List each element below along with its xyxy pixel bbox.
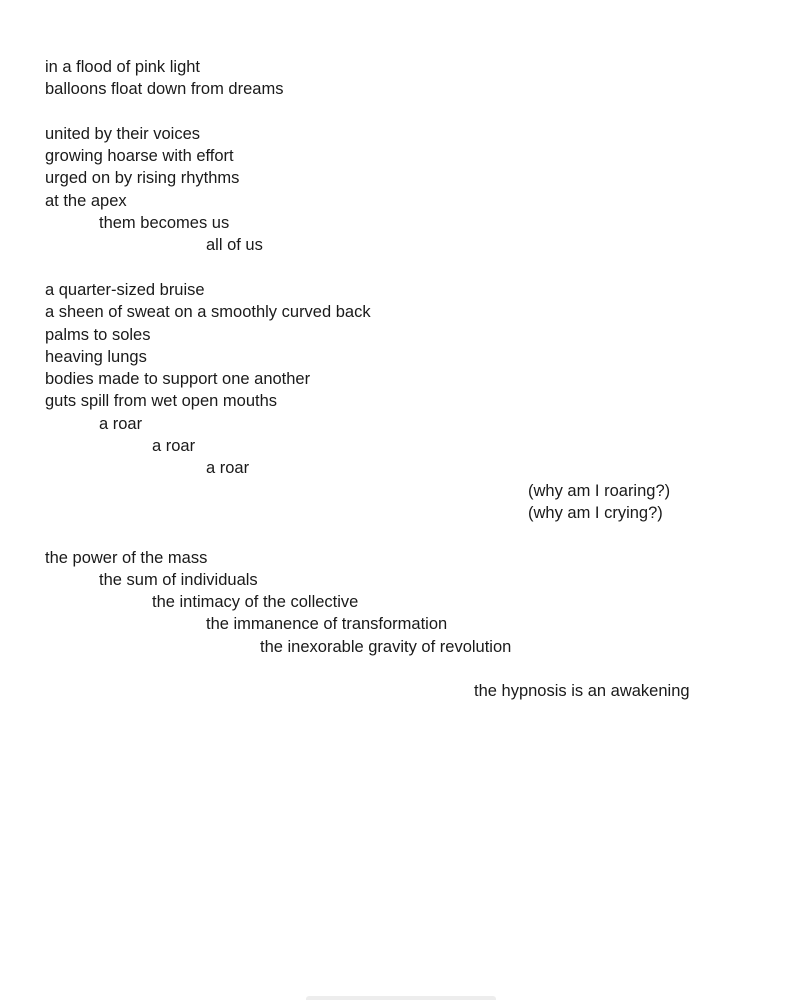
poem-line: the immanence of transformation <box>206 615 448 634</box>
stanza-5 <box>45 680 785 702</box>
poem-line: a quarter-sized bruise <box>45 280 205 299</box>
poem-body <box>45 56 785 703</box>
poem-line: a roar <box>206 459 250 478</box>
poem-line: in a flood of pink light <box>45 58 201 76</box>
stanza-break <box>45 658 785 680</box>
poem-line: the hypnosis is an awakening <box>474 682 690 701</box>
stanza-break <box>45 101 785 123</box>
stanza-break <box>45 524 785 546</box>
poem-line: them becomes us <box>99 214 230 233</box>
poem-line: (why am I crying?) <box>528 503 663 522</box>
poem-line: palms to soles <box>45 325 151 344</box>
poem-line: the intimacy of the collective <box>152 593 359 612</box>
poem-line: the sum of individuals <box>99 570 258 589</box>
poem-line: a roar <box>99 414 143 433</box>
stanza-3 <box>45 279 785 524</box>
poem-line: guts spill from wet open mouths <box>45 392 278 411</box>
poem-line: at the apex <box>45 191 127 210</box>
stanza-1 <box>45 56 785 101</box>
poem-line: growing hoarse with effort <box>45 147 234 166</box>
page-bottom-edge <box>306 996 496 1000</box>
poem-line: united by their voices <box>45 124 201 143</box>
poem-line: all of us <box>206 236 263 255</box>
stanza-2 <box>45 123 785 257</box>
poem-line: urged on by rising rhythms <box>45 169 240 188</box>
stanza-4 <box>45 547 785 658</box>
poem-line: (why am I roaring?) <box>528 481 671 500</box>
poem-line: heaving lungs <box>45 347 147 366</box>
poem-line: the power of the mass <box>45 548 208 567</box>
stanza-break <box>45 257 785 279</box>
poem-line: bodies made to support one another <box>45 370 311 389</box>
poem-line: balloons float down from dreams <box>45 80 284 99</box>
poem-line: a sheen of sweat on a smoothly curved back <box>45 303 371 322</box>
poem-line: the inexorable gravity of revolution <box>260 637 512 656</box>
poem-line: a roar <box>152 437 196 456</box>
